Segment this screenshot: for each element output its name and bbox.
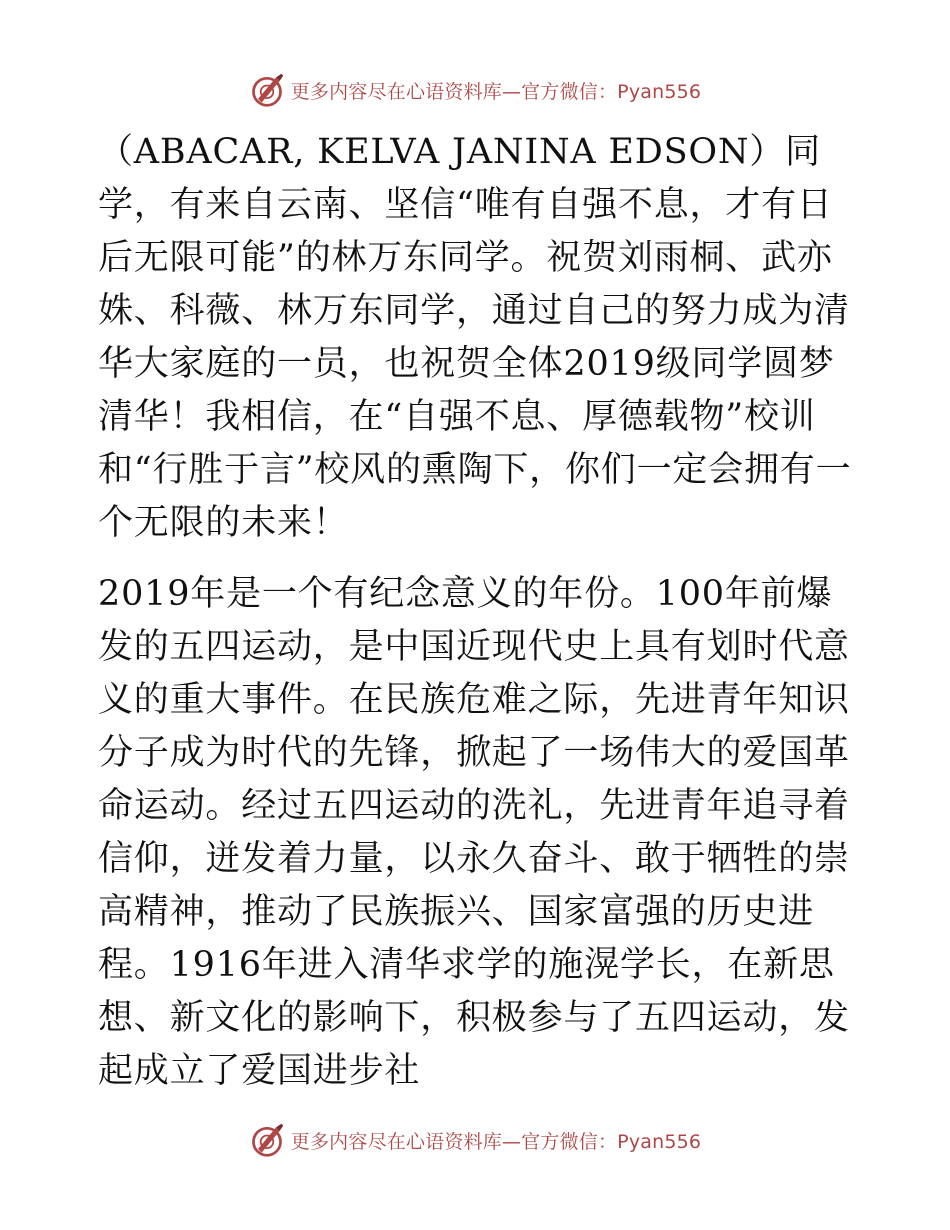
fountain-pen-logo-icon	[249, 72, 285, 108]
paragraph-1: （ABACAR, KELVA JANINA EDSON）同学，有来自云南、坚信“唯有自强不息，才有日后无限可能”的林万东同学。祝贺刘雨桐、武亦姝、科薇、林万东同学，通过自己的努力成为清华大家庭的一员，也祝贺全体2019级同学圆梦清华！我相信，在“自强不息、厚德载物”校训和“行胜于言”校风的熏陶下，你们一定会拥有一个无限的未来！	[98, 132, 852, 543]
watermark-text: 更多内容尽在心语资料库—官方微信：Pyan556	[290, 1130, 702, 1153]
watermark-banner-top	[0, 68, 950, 112]
watermark-text: 更多内容尽在心语资料库—官方微信：Pyan556	[290, 80, 702, 103]
paragraph-2: 2019年是一个有纪念意义的年份。100年前爆发的五四运动，是中国近现代史上具有划时代意义的重大事件。在民族危难之际，先进青年知识分子成为时代的先锋，掀起了一场伟大的爱国革命运动。经过五四运动的洗礼，先进青年追寻着信仰，迸发着力量，以永久奋斗、敢于牺牲的崇高精神，推动了民族振兴、国家富强的历史进程。1916年进入清华求学的施滉学长，在新思想、新文化的影响下，积极参与了五四运动，发起成立了爱国进步社	[98, 574, 850, 1091]
watermark-banner-bottom	[0, 1118, 950, 1162]
document-body	[98, 126, 858, 1098]
fountain-pen-logo-icon	[249, 1122, 285, 1158]
